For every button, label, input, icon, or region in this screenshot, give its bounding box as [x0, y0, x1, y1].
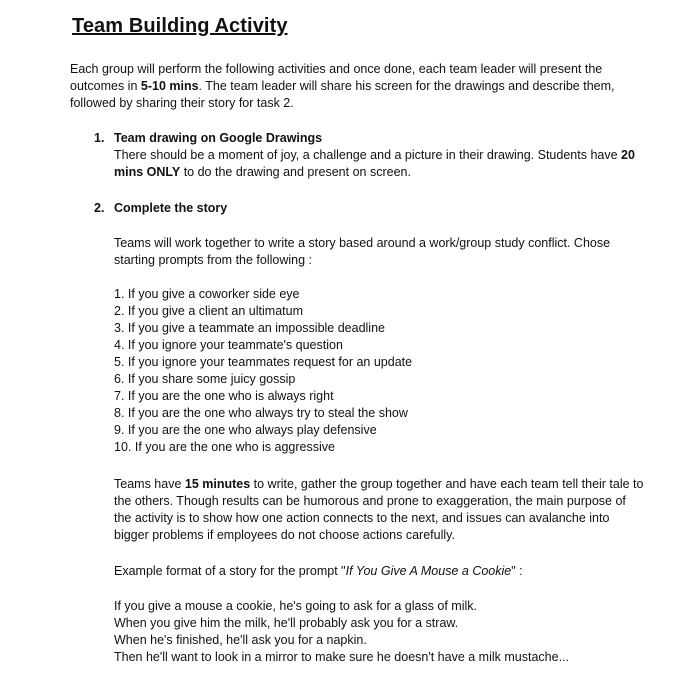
- story-line: When you give him the milk, he'll probably ask you for a straw.: [114, 616, 459, 630]
- list-item: 10. If you are the one who is aggressive: [114, 440, 335, 454]
- section-2-number: 2.: [94, 201, 105, 215]
- page-title: Team Building Activity: [72, 15, 288, 37]
- list-item: 3. If you give a teammate an impossible deadline: [114, 321, 385, 335]
- list-item: 8. If you are the one who always try to steal the show: [114, 406, 408, 420]
- list-item: 7. If you are the one who is always right: [114, 389, 334, 403]
- section-2-body: Teams will work together to write a story based around a work/group study conflict. Chose starting prompts from the following :: [114, 236, 611, 267]
- time-text-2: to write, gather the group together and have each team tell their tale to the others. Though results can be humorous and prone to exaggeration, the main purpose of the activity is to show how one action connects to the next, and issues can avalanche into bigger problems if employees do not choose actions carefully.: [114, 477, 644, 542]
- section-2-time-paragraph: [114, 476, 644, 544]
- prompt-list: [114, 286, 412, 456]
- example-text-2: " :: [511, 564, 523, 578]
- list-item: 2. If you give a client an ultimatum: [114, 304, 303, 318]
- list-item: 5. If you ignore your teammates request for an update: [114, 355, 413, 369]
- time-text-1: Teams have: [114, 477, 185, 491]
- intro-text-2: . The team leader will share his screen for the drawings and describe them, followed by sharing their story for task 2.: [70, 79, 615, 110]
- time-bold: 15 minutes: [184, 477, 251, 491]
- story-line: If you give a mouse a cookie, he's going to ask for a glass of milk.: [114, 599, 477, 613]
- story-line: When he's finished, he'll ask you for a napkin.: [114, 633, 367, 647]
- intro-time: 5-10 mins: [140, 79, 199, 93]
- example-story: [114, 598, 674, 666]
- list-item: 9. If you are the one who always play defensive: [114, 423, 377, 437]
- intro-paragraph: [70, 61, 645, 112]
- example-text-1: Example format of a story for the prompt ": [114, 564, 346, 578]
- list-item: 1. If you give a coworker side eye: [114, 287, 300, 301]
- section-1-text-2: to do the drawing and present on screen.: [180, 165, 411, 179]
- section-1-number: 1.: [94, 131, 105, 145]
- section-1-time: 20 mins ONLY: [114, 148, 635, 179]
- section-1-body: [114, 147, 644, 181]
- example-prompt: If You Give A Mouse a Cookie: [345, 564, 512, 578]
- example-intro: [114, 563, 644, 580]
- section-1-text-1: There should be a moment of joy, a challenge and a picture in their drawing. Students have: [114, 148, 622, 162]
- intro-text-1: Each group will perform the following activities and once done, each team leader will present the outcomes in: [70, 62, 603, 93]
- section-2-title: Complete the story: [114, 201, 228, 215]
- story-line: Then he'll want to look in a mirror to make sure he doesn't have a milk mustache...: [114, 650, 569, 664]
- list-item: 6. If you share some juicy gossip: [114, 372, 296, 386]
- section-1-title: Team drawing on Google Drawings: [114, 131, 323, 145]
- list-item: 4. If you ignore your teammate's question: [114, 338, 343, 352]
